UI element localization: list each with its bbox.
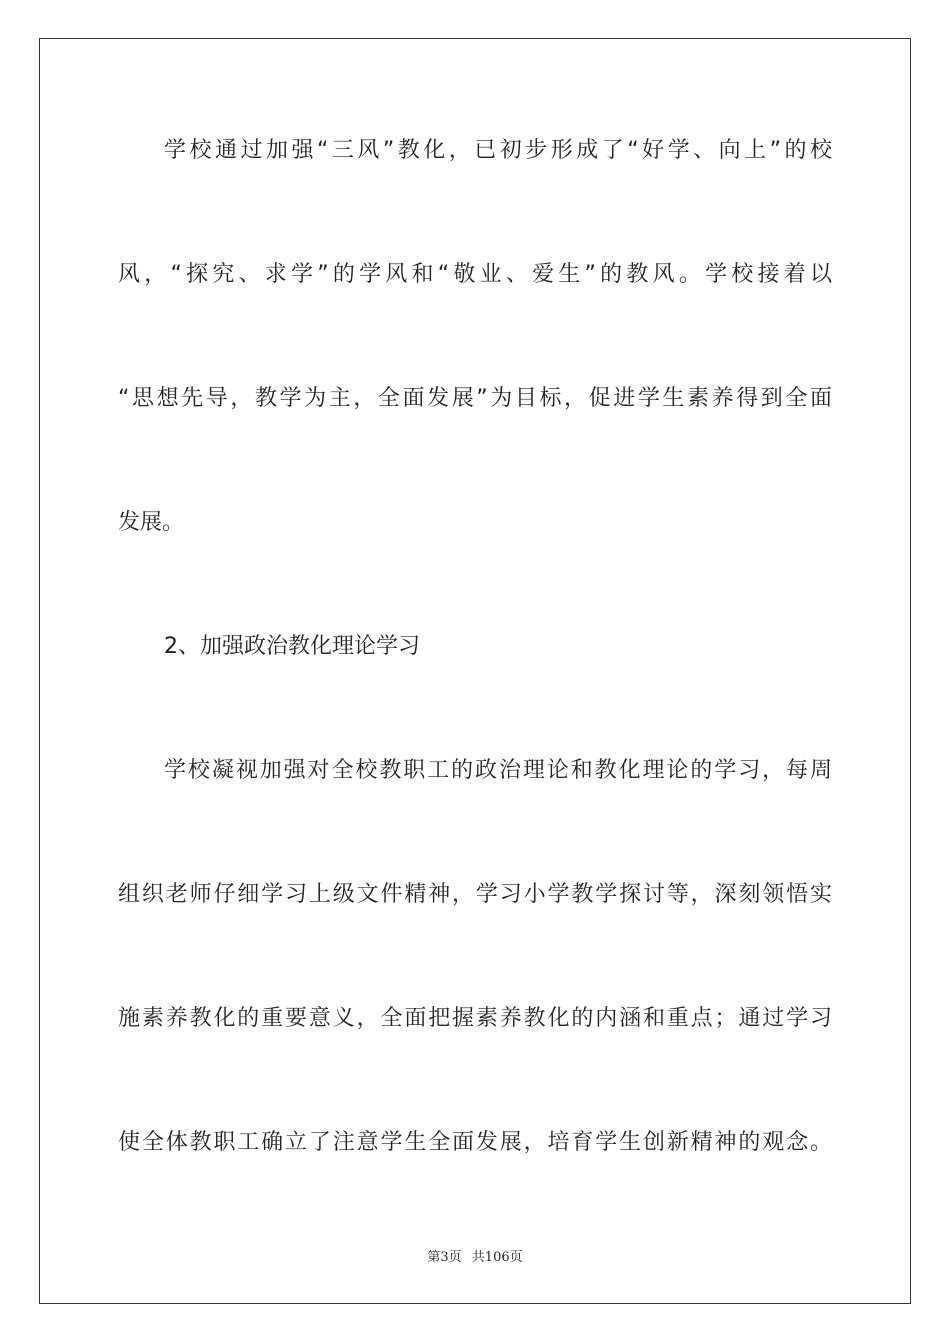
total-pages: 共106页 (471, 1250, 523, 1265)
paragraph-2-line-4: 使全体教职工确立了注意学生全面发展，培育学生创新精神的观念。 (118, 1130, 832, 1155)
paragraph-1-line-2: 风，“探究、求学”的学风和“敬业、爱生”的教风。学校接着以 (118, 262, 832, 287)
page-frame (39, 38, 911, 1304)
paragraph-1-line-1: 学校通过加强“三风”教化，已初步形成了“好学、向上”的校 (164, 138, 832, 163)
section-heading: 2、加强政治教化理论学习 (164, 634, 420, 659)
paragraph-2-line-3: 施素养教化的重要意义，全面把握素养教化的内涵和重点；通过学习 (118, 1006, 832, 1031)
paragraph-1-line-4: 发展。 (118, 510, 185, 535)
page-number: 第3页 (427, 1250, 462, 1265)
paragraph-1-line-3: “思想先导，教学为主，全面发展”为目标，促进学生素养得到全面 (118, 386, 832, 411)
paragraph-2-line-1: 学校凝视加强对全校教职工的政治理论和教化理论的学习，每周 (164, 758, 832, 783)
paragraph-2-line-2: 组织老师仔细学习上级文件精神，学习小学教学探讨等，深刻领悟实 (118, 882, 832, 907)
page-footer (0, 1246, 950, 1265)
